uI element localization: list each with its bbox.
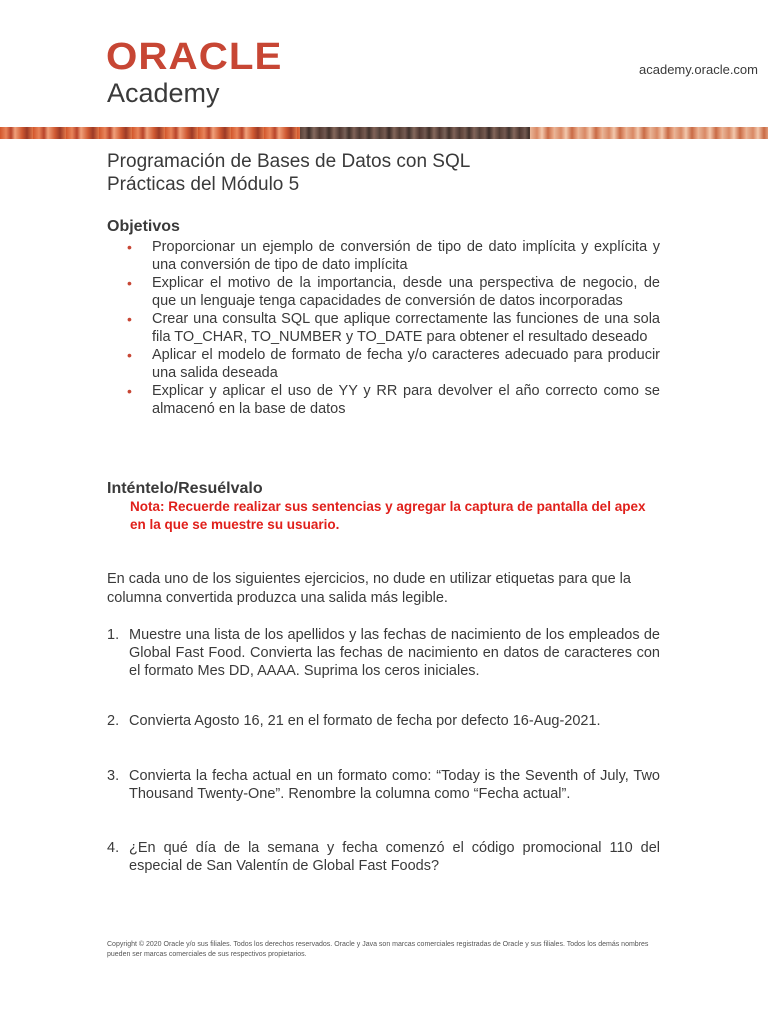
document-title-line-1: Programación de Bases de Datos con SQL: [107, 151, 471, 172]
copyright-footer: Copyright © 2020 Oracle y/o sus filiales. Todos los derechos reservados. Oracle y Java son marcas comerciales registradas de Oracle y sus filiales. Todos los demás nombres pueden ser marcas comerciales de sus respectivos propietarios.: [107, 941, 649, 958]
oracle-logo: ORACLE: [106, 36, 283, 78]
objectives-list: [107, 238, 660, 418]
question-number: 2.: [107, 713, 120, 729]
practice-note: Nota: Recuerde realizar sus sentencias y agregar la captura de pantalla del apex en la que se muestre su usuario.: [130, 499, 646, 532]
question-text: Convierta Agosto 16, 21 en el formato de fecha por defecto 16-Aug-2021.: [129, 713, 601, 729]
question-item: [107, 767, 660, 803]
question-text: Convierta la fecha actual en un formato como: “Today is the Seventh of July, Two Thousand Twenty-One”. Renombre la columna como “Fecha actual”.: [129, 768, 660, 802]
document-title: [107, 150, 470, 196]
question-number: 4.: [107, 840, 120, 856]
objective-item: • Explicar el motivo de la importancia, desde una perspectiva de negocio, de que un lenguaje tenga capacidades de conversión de datos incorporadas: [107, 274, 660, 310]
question-number: 1.: [107, 627, 120, 643]
document-title-line-2: Prácticas del Módulo 5: [107, 174, 300, 195]
objectives-heading: Objetivos: [107, 218, 180, 235]
decorative-banner-dark-segment: [300, 127, 530, 139]
question-number: 3.: [107, 768, 120, 784]
site-url: academy.oracle.com: [639, 62, 758, 77]
objective-item: • Explicar y aplicar el uso de YY y RR para devolver el año correcto como se almacenó en la base de datos: [107, 382, 660, 418]
practice-heading: Inténtelo/Resuélvalo: [107, 480, 263, 497]
question-item: [107, 626, 660, 680]
question-text: ¿En qué día de la semana y fecha comenzó el código promocional 110 del especial de San Valentín de Global Fast Foods?: [129, 840, 660, 874]
question-item: [107, 712, 660, 730]
objective-item: • Aplicar el modelo de formato de fecha y/o caracteres adecuado para producir una salida deseada: [107, 346, 660, 382]
academy-logo-text: Academy: [107, 78, 220, 108]
decorative-banner-light-segment: [530, 127, 768, 139]
objective-item: • Crear una consulta SQL que aplique correctamente las funciones de una sola fila TO_CHAR, TO_NUMBER y TO_DATE para obtener el resultado deseado: [107, 310, 660, 346]
objective-item: • Proporcionar un ejemplo de conversión de tipo de dato implícita y explícita y una conversión de tipo de dato implícita: [107, 238, 660, 274]
question-text: Muestre una lista de los apellidos y las fechas de nacimiento de los empleados de Global Fast Food. Convierta las fechas de nacimiento en datos de caracteres con el formato Mes DD, AAAA. Suprima los ceros iniciales.: [129, 627, 660, 679]
practice-intro: En cada uno de los siguientes ejercicios, no dude en utilizar etiquetas para que la columna convertida produzca una salida más legible.: [107, 571, 631, 606]
question-item: [107, 839, 660, 875]
